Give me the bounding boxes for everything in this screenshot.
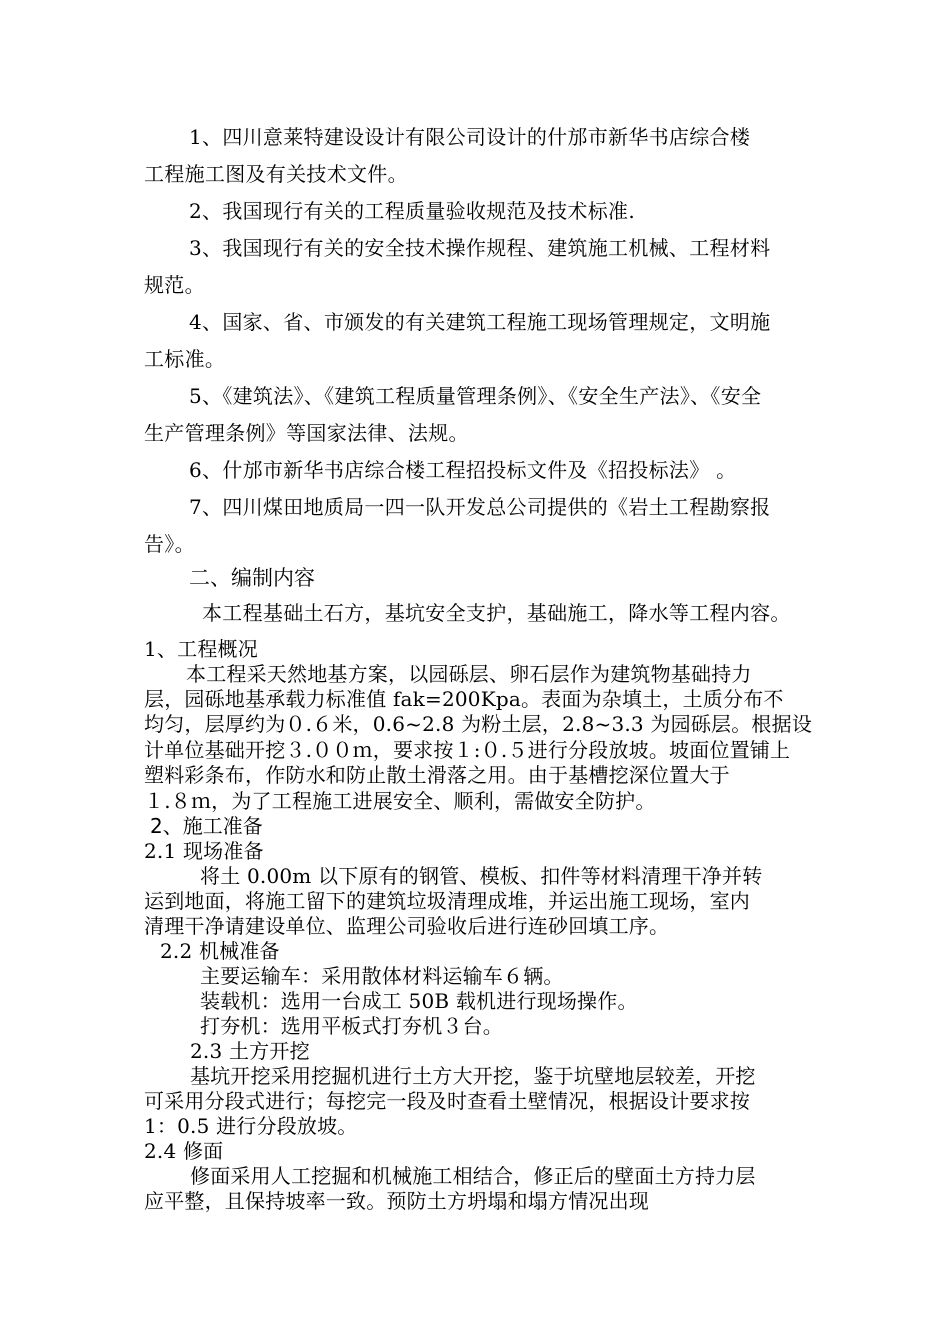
ref-item-4: 4、国家、省、市颁发的有关建筑工程施工现场管理规定，文明施 bbox=[189, 310, 771, 334]
intro-paragraph: 本工程基础土石方，基坑安全支护，基础施工，降水等工程内容。 bbox=[202, 601, 791, 625]
overview-heading: 1、工程概况 bbox=[144, 637, 258, 661]
machine-prep-heading: 2.2 机械准备 bbox=[160, 939, 280, 963]
site-prep-heading: 2.1 现场准备 bbox=[144, 839, 264, 863]
earthwork-heading: 2.3 土方开挖 bbox=[190, 1039, 310, 1063]
ref-item-7-cont: 告》。 bbox=[144, 532, 195, 556]
machine-item-truck: 主要运输车：采用散体材料运输车６辆。 bbox=[200, 964, 564, 988]
overview-line-4: 计单位基础开挖３.００ｍ，要求按１:０.５进行分段放坡。坡面位置铺上 bbox=[144, 738, 791, 762]
ref-item-4-cont: 工标准。 bbox=[144, 347, 226, 371]
overview-line-1: 本工程采天然地基方案，以园砾层、卵石层作为建筑物基础持力 bbox=[186, 662, 752, 686]
overview-line-2: 层，园砾地基承载力标准值 fak=200Kpa。表面为杂填土，土质分布不 bbox=[144, 687, 784, 711]
overview-line-5: 塑料彩条布，作防水和防止散土滑落之用。由于基槽挖深位置大于 bbox=[144, 763, 730, 787]
earthwork-line-1: 基坑开挖采用挖掘机进行土方大开挖，鉴于坑壁地层较差，开挖 bbox=[190, 1064, 756, 1088]
ref-item-5-cont: 生产管理条例》等国家法律、法规。 bbox=[144, 421, 469, 445]
trimming-line-1: 修面采用人工挖掘和机械施工相结合，修正后的壁面土方持力层 bbox=[190, 1164, 756, 1188]
ref-item-1: 1、四川意莱特建设设计有限公司设计的什邡市新华书店综合楼 bbox=[189, 125, 751, 149]
machine-item-loader: 装载机：选用一台成工 50B 载机进行现场操作。 bbox=[200, 989, 638, 1013]
overview-line-3: 均匀，层厚约为０.６米，0.6~2.8 为粉土层，2.8~3.3 为园砾层。根据设 bbox=[144, 712, 813, 736]
site-prep-line-3: 清理干净请建设单位、监理公司验收后进行连砂回填工序。 bbox=[144, 914, 670, 938]
section-heading: 二、编制内容 bbox=[189, 566, 315, 590]
trimming-line-2: 应平整，且保持坡率一致。预防土方坍塌和塌方情况出现 bbox=[144, 1189, 649, 1213]
earthwork-line-3: 1：0.5 进行分段放坡。 bbox=[144, 1114, 358, 1138]
prep-heading: 2、施工准备 bbox=[150, 814, 263, 838]
ref-item-2: 2、我国现行有关的工程质量验收规范及技术标准. bbox=[189, 199, 635, 223]
ref-item-3: 3、我国现行有关的安全技术操作规程、建筑施工机械、工程材料 bbox=[189, 236, 771, 260]
trimming-heading: 2.4 修面 bbox=[144, 1139, 224, 1163]
site-prep-line-1: 将土 0.00m 以下原有的钢管、模板、扣件等材料清理干净并转 bbox=[200, 864, 763, 888]
ref-item-6: 6、什邡市新华书店综合楼工程招投标文件及《招投标法》 。 bbox=[189, 458, 737, 482]
ref-item-7: 7、四川煤田地质局一四一队开发总公司提供的《岩土工程勘察报 bbox=[189, 495, 771, 519]
ref-item-3-cont: 规范。 bbox=[144, 273, 205, 297]
overview-line-6: １.８ｍ，为了工程施工进展安全、顺利，需做安全防护。 bbox=[144, 789, 656, 813]
ref-item-5: 5、《建筑法》、《建筑工程质量管理条例》、《安全生产法》、《安全 bbox=[189, 384, 762, 408]
earthwork-line-2: 可采用分段式进行；每挖完一段及时查看土壁情况，根据设计要求按 bbox=[144, 1089, 750, 1113]
site-prep-line-2: 运到地面，将施工留下的建筑垃圾清理成堆，并运出施工现场，室内 bbox=[144, 889, 750, 913]
ref-item-1-cont: 工程施工图及有关技术文件。 bbox=[144, 162, 408, 186]
machine-item-compactor: 打夯机：选用平板式打夯机３台。 bbox=[200, 1014, 503, 1038]
